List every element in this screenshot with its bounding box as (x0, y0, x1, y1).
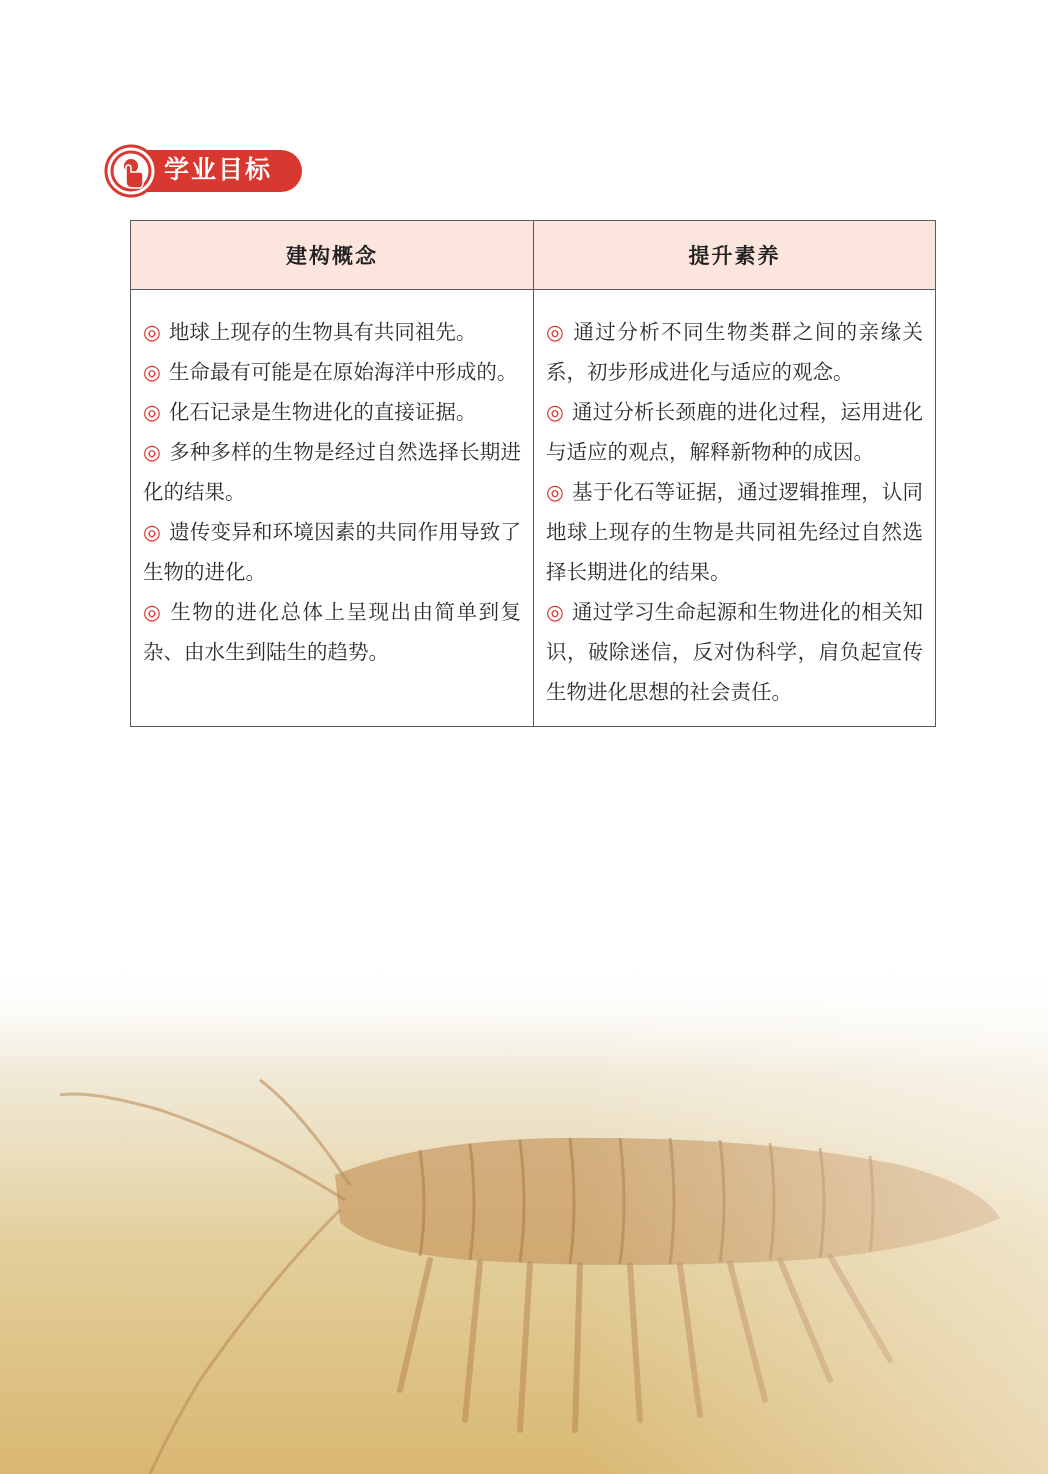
bullet-icon: ◎ (143, 360, 161, 384)
list-item: ◎ 生命最有可能是在原始海洋中形成的。 (143, 360, 518, 384)
list-item: ◎ 生物的进化总体上呈现出由简单到复杂、由水生到陆生的趋势。 (143, 600, 522, 664)
page-title: 学业目标 (164, 155, 273, 184)
column-header-concepts: 建构概念 (131, 221, 533, 290)
concepts-list (131, 290, 533, 672)
bullet-icon: ◎ (546, 320, 566, 344)
bullet-icon: ◎ (143, 440, 162, 464)
goals-table (130, 220, 936, 727)
bullet-icon: ◎ (546, 600, 565, 624)
touch-target-icon (104, 144, 158, 198)
arthropod-fossil-image (0, 960, 1048, 1474)
bullet-icon: ◎ (143, 320, 161, 344)
bullet-icon: ◎ (546, 480, 565, 504)
list-item: ◎ 化石记录是生物进化的直接证据。 (143, 400, 477, 424)
bullet-icon: ◎ (143, 400, 161, 424)
list-item: ◎ 通过学习生命起源和生物进化的相关知识，破除迷信，反对伪科学，肩负起宣传生物进化思想的社会责任。 (546, 600, 924, 704)
list-item: ◎ 地球上现存的生物具有共同祖先。 (143, 320, 477, 344)
column-header-competencies: 提升素养 (534, 221, 935, 290)
list-item: ◎ 遗传变异和环境因素的共同作用导致了生物的进化。 (143, 520, 522, 584)
competencies-list (534, 290, 935, 712)
section-badge (104, 144, 304, 196)
list-item: ◎ 通过分析不同生物类群之间的亲缘关系，初步形成进化与适应的观念。 (546, 320, 924, 384)
bullet-icon: ◎ (143, 600, 163, 624)
list-item: ◎ 多种多样的生物是经过自然选择长期进化的结果。 (143, 440, 522, 504)
list-item: ◎ 基于化石等证据，通过逻辑推理，认同地球上现存的生物是共同祖先经过自然选择长期进化的结果。 (546, 480, 924, 584)
list-item: ◎ 通过分析长颈鹿的进化过程，运用进化与适应的观点，解释新物种的成因。 (546, 400, 924, 464)
bullet-icon: ◎ (546, 400, 565, 424)
concepts-column (131, 221, 534, 726)
bullet-icon: ◎ (143, 520, 162, 544)
competencies-column (534, 221, 935, 726)
